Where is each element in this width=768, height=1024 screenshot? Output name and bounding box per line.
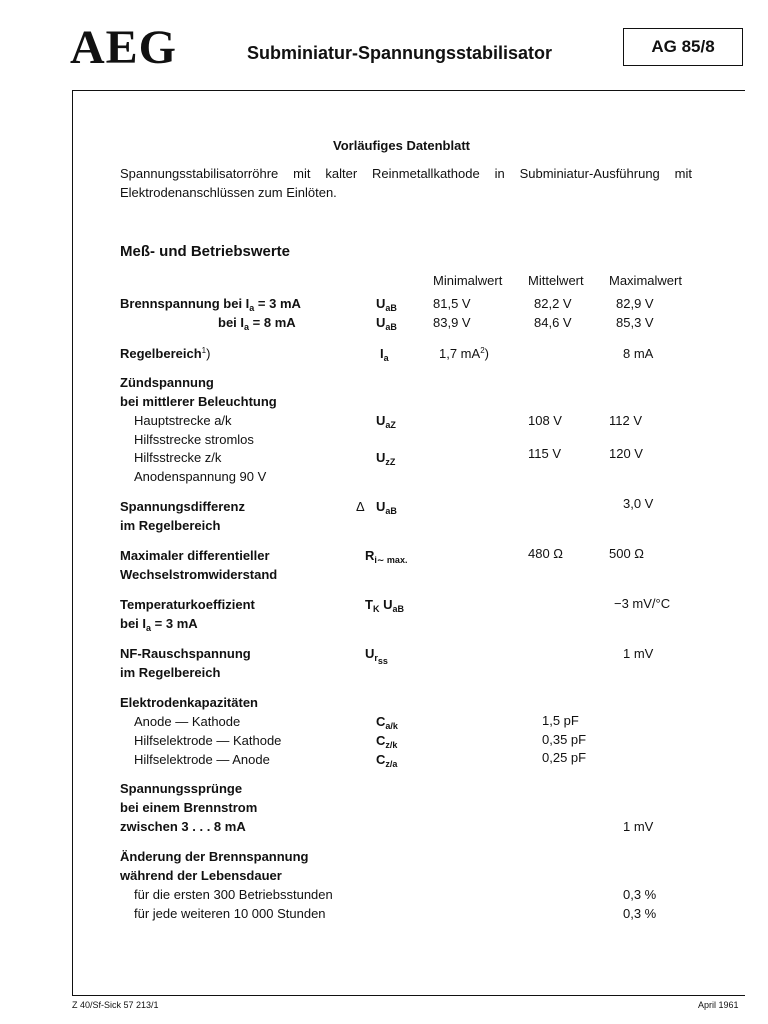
intro-paragraph: Spannungsstabilisatorröhre mit kalter Reinmetallkathode in Subminiatur-Ausführung mit Elektrodenanschlüssen zum Einlöten. [120,166,692,200]
brenn-2-mid: 84,6 V [534,315,572,330]
diff-max: 3,0 V [623,496,654,511]
zuend-title-2: bei mittlerer Beleuchtung [120,394,277,409]
col-mid-header: Mittelwert [528,273,584,288]
brenn-1-mid: 82,2 V [534,296,572,311]
aend-item-1: für die ersten 300 Betriebsstunden [134,887,333,902]
kap-1-mid: 1,5 pF [542,713,579,728]
nf-title-2: im Regelbereich [120,665,221,680]
regel-symbol: $I_a$ [380,346,389,363]
spr-title-2: bei einem Brennstrom [120,800,258,815]
diff-title-2: im Regelbereich [120,518,221,533]
temp-title-2: bei $I_a = 3$ mA [120,616,198,633]
spr-max: 1 mV [623,819,654,834]
regel-min: 1,7 $mA^2$) [439,346,489,361]
nf-max: 1 mV [623,646,654,661]
diff-title: Spannungsdifferenz [120,499,245,514]
type-code-box: AG 85/8 [623,28,743,66]
diff-symbol: $U_{aB}$ [376,499,397,516]
brenn-1-symbol: $U_{aB}$ [376,296,397,313]
aend-1-max: 0,3 % [623,887,657,902]
brenn-2-symbol: $U_{aB}$ [376,315,397,332]
kap-item-1: Anode — Kathode [134,714,241,729]
aend-title-2: während der Lebensdauer [120,868,282,883]
wid-max: 500 Ω [609,546,645,561]
kap-item-2: Hilfselektrode — Kathode [134,733,282,748]
kap-1-symbol: $C_{a/k}$ [376,714,398,731]
section-heading: Meß- und Betriebswerte [120,243,291,260]
zuend-1-max: 112 V [609,413,643,428]
brenn-1-min: 81,5 V [433,296,471,311]
brenn-2-label: bei $I_a = 8$ mA [218,315,296,332]
kap-title: Elektrodenkapazitäten [120,695,258,710]
page-title: Subminiatur-Spannungsstabilisator [247,43,553,63]
footer-date: April 1961 [698,1000,739,1010]
zuend-item-1: Hauptstrecke a/k [134,413,232,428]
col-max-header: Maximalwert [609,273,682,288]
temp-title: Temperaturkoeffizient [120,597,255,612]
brenn-2-max: 85,3 V [616,315,654,330]
zuend-3-symbol: $U_{zZ}$ [376,450,396,467]
kap-2-symbol: $C_{z/k}$ [376,733,398,750]
kap-2-mid: 0,35 pF [542,732,587,747]
zuend-1-mid: 108 V [528,413,562,428]
kap-3-mid: 0,25 pF [542,750,587,765]
temp-max: −3 mV/°C [614,596,671,611]
zuend-item-4: Anodenspannung 90 V [134,469,267,484]
col-min-header: Minimalwert [433,273,503,288]
nf-symbol: $U_{rss}$ [365,646,388,666]
kap-item-3: Hilfselektrode — Anode [134,752,270,767]
aend-title: Änderung der Brennspannung [120,849,309,864]
brenn-1-max: 82,9 V [616,296,654,311]
nf-title: NF-Rauschspannung [120,646,251,661]
zuend-3-mid: 115 V [528,446,562,461]
zuend-3-max: 120 V [609,446,643,461]
regel-label: Regelbereich$^1$) [120,346,211,361]
wid-symbol: $R_{i\sim max.}$ [365,548,408,565]
spr-title: Spannungssprünge [120,781,243,796]
zuend-item-2: Hilfsstrecke stromlos [134,432,254,447]
aend-2-max: 0,3 % [623,906,657,921]
aeg-logo: AEG [70,21,178,74]
temp-symbol: $T_K$ $U_{aB}$ [365,597,404,614]
brenn-2-min: 83,9 V [433,315,471,330]
spr-title-3: zwischen 3 . . . 8 mA [120,819,246,834]
zuend-item-3: Hilfsstrecke z/k [134,450,222,465]
datasheet-label: Vorläufiges Datenblatt [333,138,471,153]
brenn-1-label: Brennspannung bei $I_a = 3$ mA [120,296,301,313]
regel-max: 8 mA [623,346,654,361]
footer-reference: Z 40/Sf-Sick 57 213/1 [72,1000,159,1010]
wid-title: Maximaler differentieller [120,548,270,563]
diff-delta: Δ [356,499,365,514]
zuend-1-symbol: $U_{aZ}$ [376,413,396,430]
zuend-title: Zündspannung [120,375,214,390]
kap-3-symbol: $C_{z/a}$ [376,752,398,769]
wid-title-2: Wechselstromwiderstand [120,567,278,582]
aend-item-2: für jede weiteren 10 000 Stunden [134,906,326,921]
wid-mid: 480 Ω [528,546,564,561]
